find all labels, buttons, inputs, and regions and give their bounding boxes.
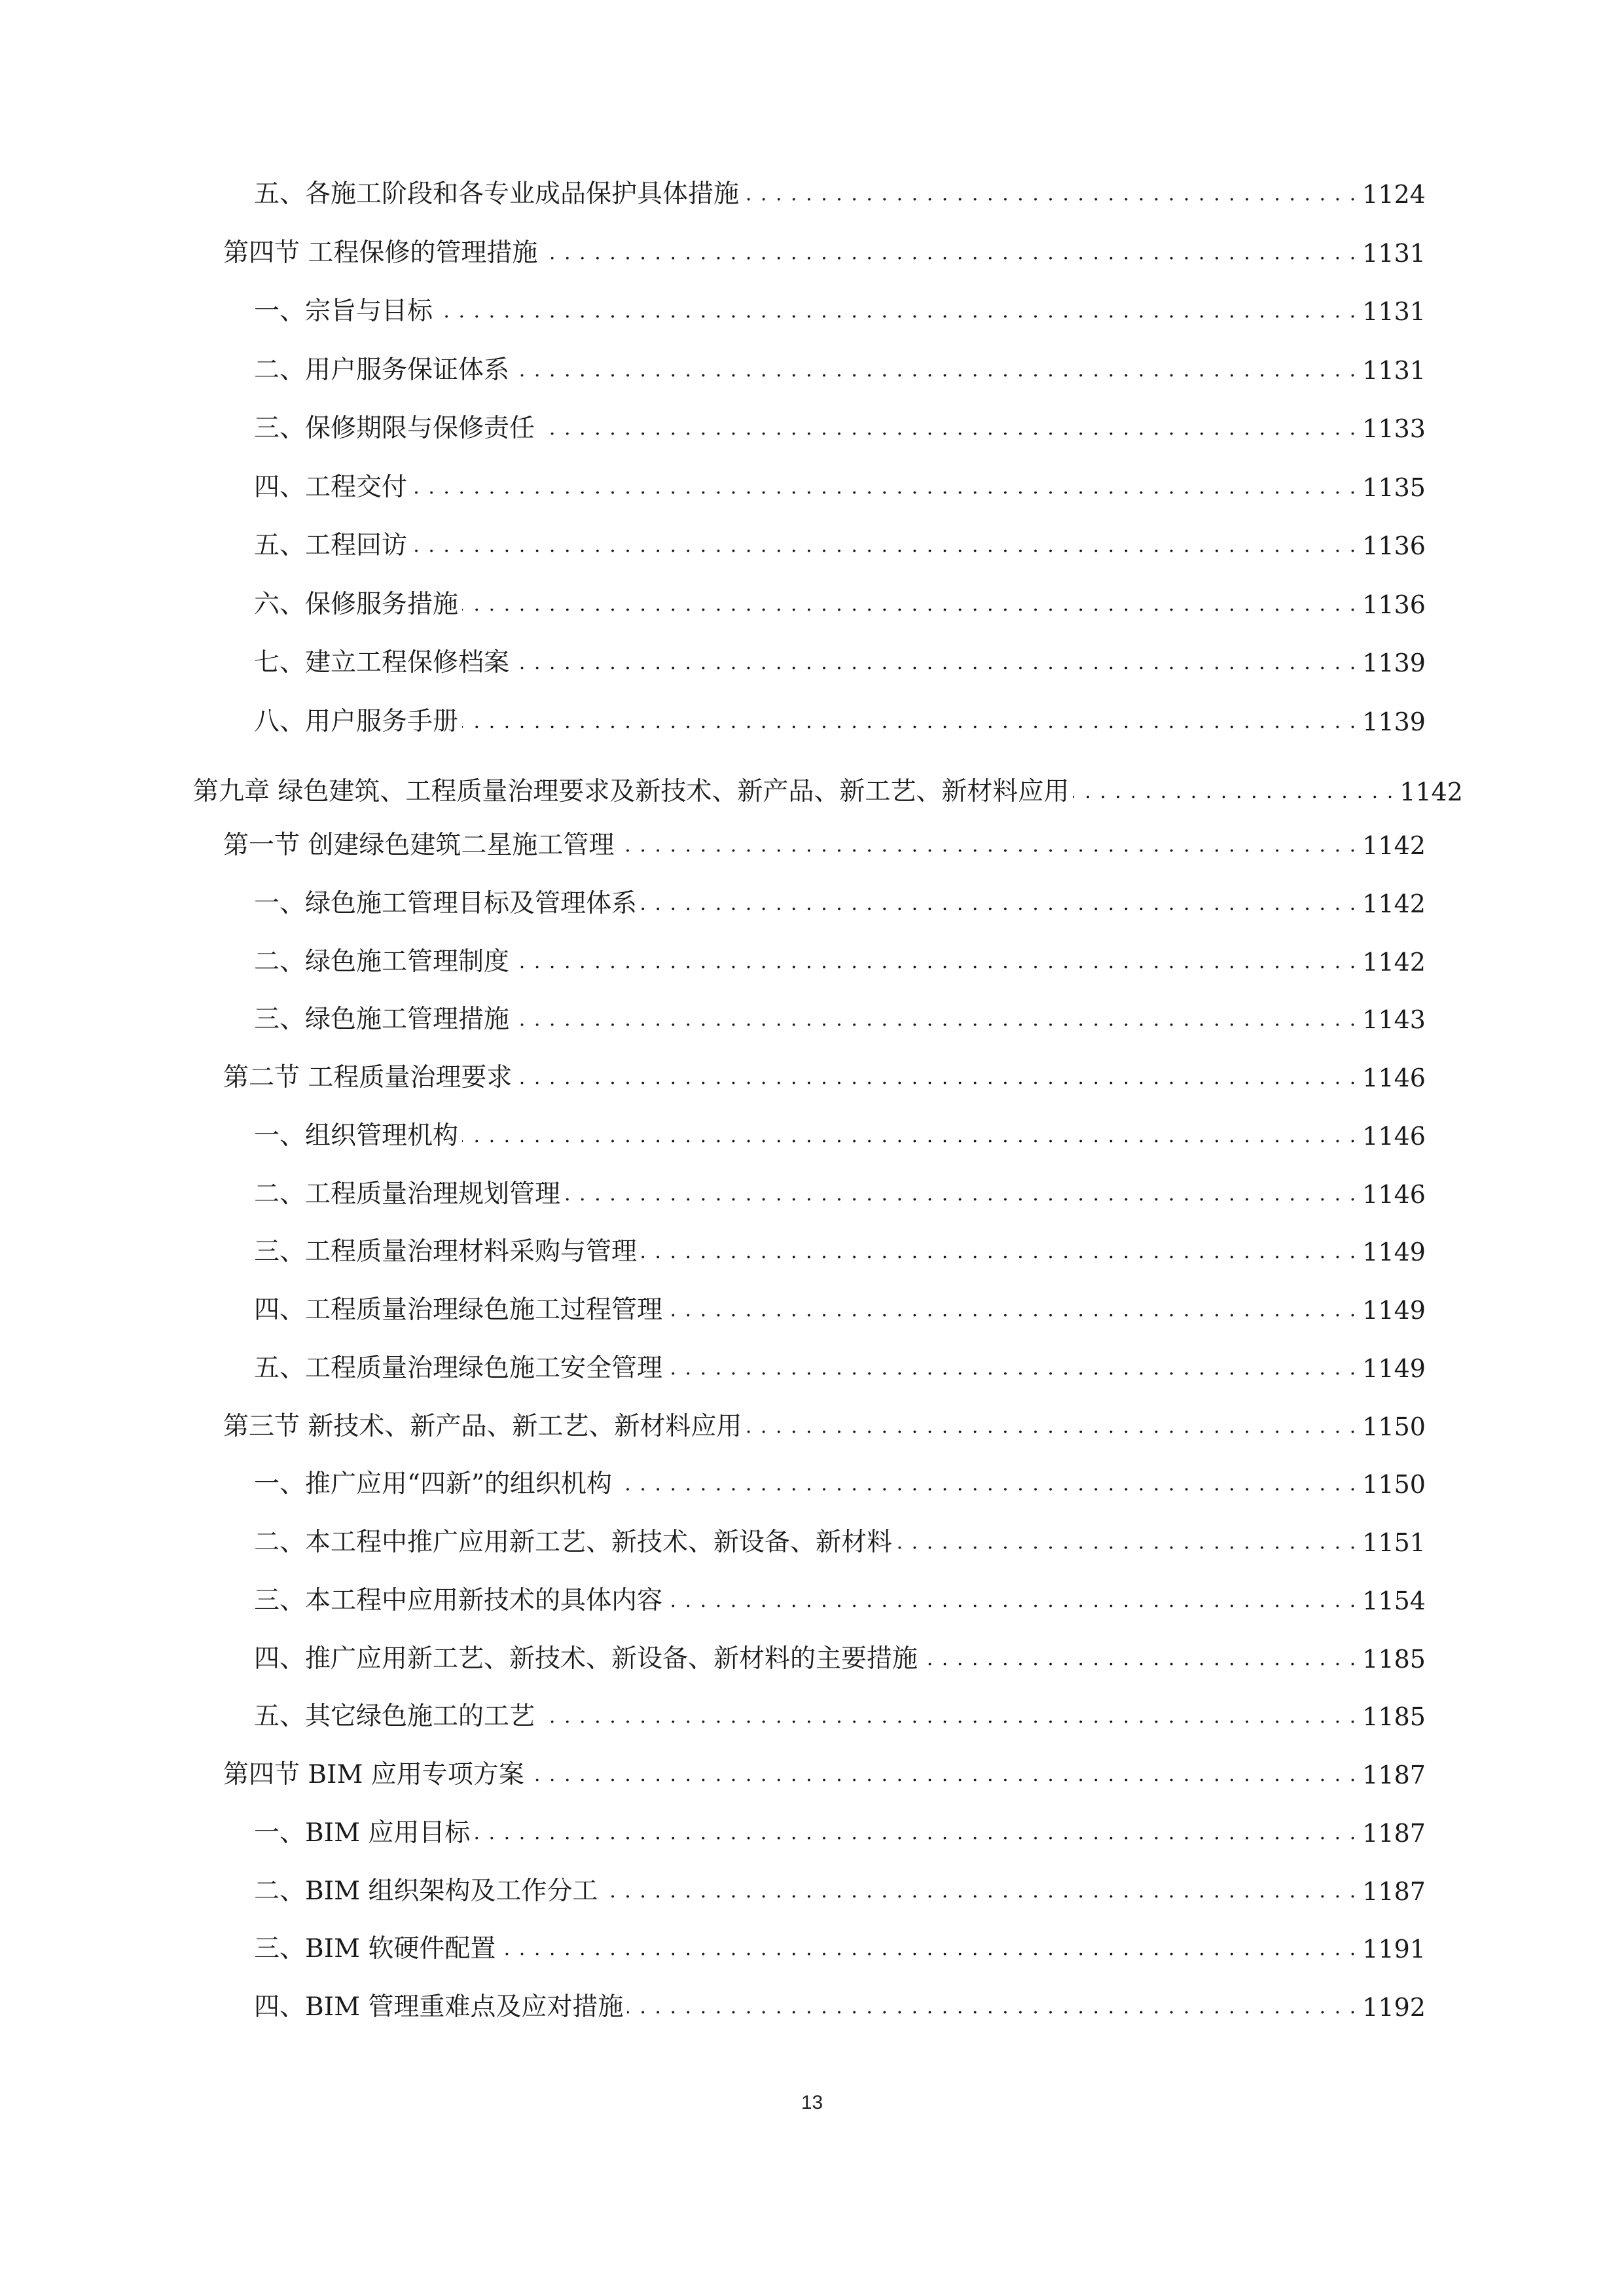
toc-entry-title: 三、本工程中应用新技术的具体内容 [254, 1585, 663, 1615]
toc-entry-page-number: 1191 [1362, 1935, 1426, 1964]
toc-entry-page-number: 1150 [1362, 1470, 1426, 1499]
toc-entry-page-number: 1149 [1362, 1296, 1426, 1325]
toc-entry-title: 第四节 工程保修的管理措施 [223, 238, 538, 268]
toc-dot-leader [499, 1929, 1357, 1969]
toc-entry-item[interactable] [254, 1581, 1426, 1621]
toc-entry-item[interactable] [254, 643, 1426, 683]
toc-entry-page-number: 1139 [1362, 707, 1426, 736]
toc-entry-title: 三、绿色施工管理措施 [254, 1005, 510, 1035]
toc-dot-leader [602, 1872, 1357, 1911]
toc-entry-item[interactable] [254, 942, 1426, 982]
toc-entry-page-number: 1131 [1362, 297, 1426, 326]
toc-entry-title: 第三节 新技术、新产品、新工艺、新材料应用 [223, 1411, 742, 1441]
toc-dot-leader [462, 1117, 1357, 1156]
toc-entry-section[interactable] [223, 234, 1426, 273]
toc-entry-title: 五、工程回访 [254, 531, 408, 560]
toc-dot-leader [922, 1640, 1357, 1679]
toc-dot-leader [618, 826, 1357, 865]
toc-dot-leader [513, 1000, 1357, 1039]
toc-entry-page-number: 1135 [1362, 473, 1426, 502]
toc-entry-page-number: 1149 [1362, 1238, 1426, 1267]
toc-entry-page-number: 1187 [1362, 1818, 1426, 1848]
toc-entry-title: 八、用户服务手册 [254, 706, 459, 736]
toc-entry-item[interactable] [254, 1988, 1426, 2027]
toc-entry-page-number: 1192 [1362, 1993, 1426, 2022]
toc-dot-leader [411, 468, 1357, 507]
toc-entry-page-number: 1142 [1362, 889, 1426, 918]
toc-entry-title: 三、工程质量治理材料采购与管理 [254, 1237, 638, 1267]
toc-entry-title: 三、保修期限与保修责任 [254, 414, 535, 443]
toc-dot-leader [541, 234, 1357, 273]
toc-entry-item[interactable] [254, 1814, 1426, 1853]
toc-entry-page-number: 1142 [1362, 831, 1426, 860]
toc-dot-leader [666, 1581, 1357, 1621]
toc-entry-page-number: 1143 [1362, 1005, 1426, 1035]
toc-entry-title: 第一节 创建绿色建筑二星施工管理 [223, 831, 615, 860]
toc-entry-title: 七、建立工程保修档案 [254, 648, 510, 677]
toc-dot-leader [411, 526, 1357, 565]
toc-entry-title: 一、推广应用“四新”的组织机构 [254, 1469, 612, 1499]
toc-entry-title: 一、宗旨与目标 [254, 296, 433, 326]
toc-entry-page-number: 1142 [1399, 778, 1463, 806]
toc-entry-item[interactable] [254, 884, 1426, 924]
toc-dot-leader [564, 1175, 1357, 1214]
toc-entry-item[interactable] [254, 585, 1426, 624]
toc-dot-leader [641, 1232, 1357, 1272]
toc-dot-leader [539, 409, 1357, 448]
toc-dot-leader [896, 1523, 1357, 1562]
toc-entry-page-number: 1139 [1362, 649, 1426, 677]
toc-entry-page-number: 1124 [1362, 180, 1426, 209]
toc-dot-leader [746, 1407, 1357, 1446]
toc-entry-item[interactable] [254, 1523, 1426, 1562]
toc-dot-leader [516, 1058, 1357, 1098]
toc-entry-item[interactable] [254, 1349, 1426, 1388]
toc-entry-title: 一、绿色施工管理目标及管理体系 [254, 888, 638, 918]
toc-entry-page-number: 1187 [1362, 1876, 1426, 1906]
toc-dot-leader [462, 585, 1357, 624]
toc-entry-title: 第九章 绿色建筑、工程质量治理要求及新技术、新产品、新工艺、新材料应用 [193, 777, 1070, 806]
toc-entry-item[interactable] [254, 468, 1426, 507]
toc-entry-title: 五、工程质量治理绿色施工安全管理 [254, 1353, 663, 1383]
toc-entry-item[interactable] [254, 351, 1426, 390]
toc-dot-leader [666, 1291, 1357, 1330]
toc-entry-item[interactable] [254, 175, 1426, 214]
page-number: 13 [801, 2092, 823, 2113]
toc-entry-item[interactable] [254, 1232, 1426, 1272]
toc-entry-page-number: 1154 [1362, 1586, 1426, 1615]
toc-entry-item[interactable] [254, 1000, 1426, 1039]
toc-entry-page-number: 1185 [1362, 1644, 1426, 1674]
toc-dot-leader [528, 1755, 1357, 1795]
toc-entry-title: 四、工程质量治理绿色施工过程管理 [254, 1295, 663, 1325]
toc-entry-item[interactable] [254, 1872, 1426, 1911]
toc-entry-title: 二、本工程中推广应用新工艺、新技术、新设备、新材料 [254, 1528, 893, 1557]
toc-entry-title: 六、保修服务措施 [254, 589, 459, 619]
toc-entry-title: 一、BIM 应用目标 [254, 1818, 471, 1848]
toc-entry-page-number: 1149 [1362, 1354, 1426, 1383]
toc-entry-item[interactable] [254, 702, 1426, 742]
toc-entry-title: 四、推广应用新工艺、新技术、新设备、新材料的主要措施 [254, 1643, 918, 1674]
toc-entry-item[interactable] [254, 1175, 1426, 1214]
toc-entry-title: 五、各施工阶段和各专业成品保护具体措施 [254, 179, 740, 209]
toc-entry-page-number: 1185 [1362, 1702, 1426, 1732]
toc-entry-title: 二、绿色施工管理制度 [254, 946, 510, 977]
toc-entry-title: 四、BIM 管理重难点及应对措施 [254, 1992, 624, 2022]
toc-entry-title: 三、BIM 软硬件配置 [254, 1934, 496, 1964]
toc-entry-page-number: 1151 [1362, 1528, 1426, 1557]
toc-entry-item[interactable] [254, 1929, 1426, 1969]
toc-dot-leader [513, 942, 1357, 982]
toc-entry-page-number: 1136 [1362, 531, 1426, 560]
toc-entry-page-number: 1142 [1362, 947, 1426, 977]
toc-dot-leader [539, 1697, 1357, 1736]
toc-entry-section[interactable] [223, 826, 1426, 865]
toc-entry-item[interactable] [254, 1697, 1426, 1736]
toc-entry-item[interactable] [254, 1640, 1426, 1679]
toc-dot-leader [666, 1349, 1357, 1388]
toc-entry-item[interactable] [254, 526, 1426, 565]
toc-dot-leader [743, 175, 1357, 214]
toc-dot-leader [641, 884, 1357, 924]
toc-entry-page-number: 1146 [1362, 1179, 1426, 1209]
toc-dot-leader [474, 1814, 1357, 1853]
toc-entry-title: 二、BIM 组织架构及工作分工 [254, 1876, 598, 1906]
toc-dot-leader [462, 702, 1357, 742]
toc-entry-title: 第四节 BIM 应用专项方案 [223, 1760, 524, 1789]
toc-entry-page-number: 1146 [1362, 1121, 1426, 1151]
toc-entry-page-number: 1133 [1362, 414, 1426, 443]
toc-dot-leader [437, 292, 1357, 331]
toc-entry-title: 二、用户服务保证体系 [254, 355, 510, 385]
toc-entry-item[interactable] [254, 1117, 1426, 1156]
toc-entry-title: 五、其它绿色施工的工艺 [254, 1702, 535, 1732]
toc-entry-title: 第二节 工程质量治理要求 [223, 1063, 513, 1092]
toc-entry-section[interactable] [223, 1407, 1426, 1446]
toc-entry-section[interactable] [223, 1755, 1426, 1795]
toc-entry-section[interactable] [223, 1058, 1426, 1098]
toc-entry-title: 二、工程质量治理规划管理 [254, 1179, 561, 1209]
toc-entry-item[interactable] [254, 1291, 1426, 1330]
toc-dot-leader [513, 643, 1357, 683]
toc-entry-item[interactable] [254, 409, 1426, 448]
toc-entry-chapter[interactable] [193, 772, 1463, 812]
toc-entry-title: 一、组织管理机构 [254, 1121, 459, 1151]
toc-dot-leader [513, 351, 1357, 390]
toc-entry-page-number: 1187 [1362, 1761, 1426, 1789]
toc-entry-page-number: 1150 [1362, 1412, 1426, 1441]
toc-entry-item[interactable] [254, 292, 1426, 331]
toc-entry-page-number: 1131 [1362, 238, 1426, 268]
toc-entry-title: 四、工程交付 [254, 472, 408, 502]
toc-entry-item[interactable] [254, 1465, 1426, 1504]
toc-entry-page-number: 1146 [1362, 1064, 1426, 1092]
toc-dot-leader [627, 1988, 1357, 2027]
toc-entry-page-number: 1136 [1362, 590, 1426, 619]
toc-dot-leader [1073, 772, 1394, 812]
toc-entry-page-number: 1131 [1362, 355, 1426, 385]
toc-dot-leader [616, 1465, 1357, 1504]
